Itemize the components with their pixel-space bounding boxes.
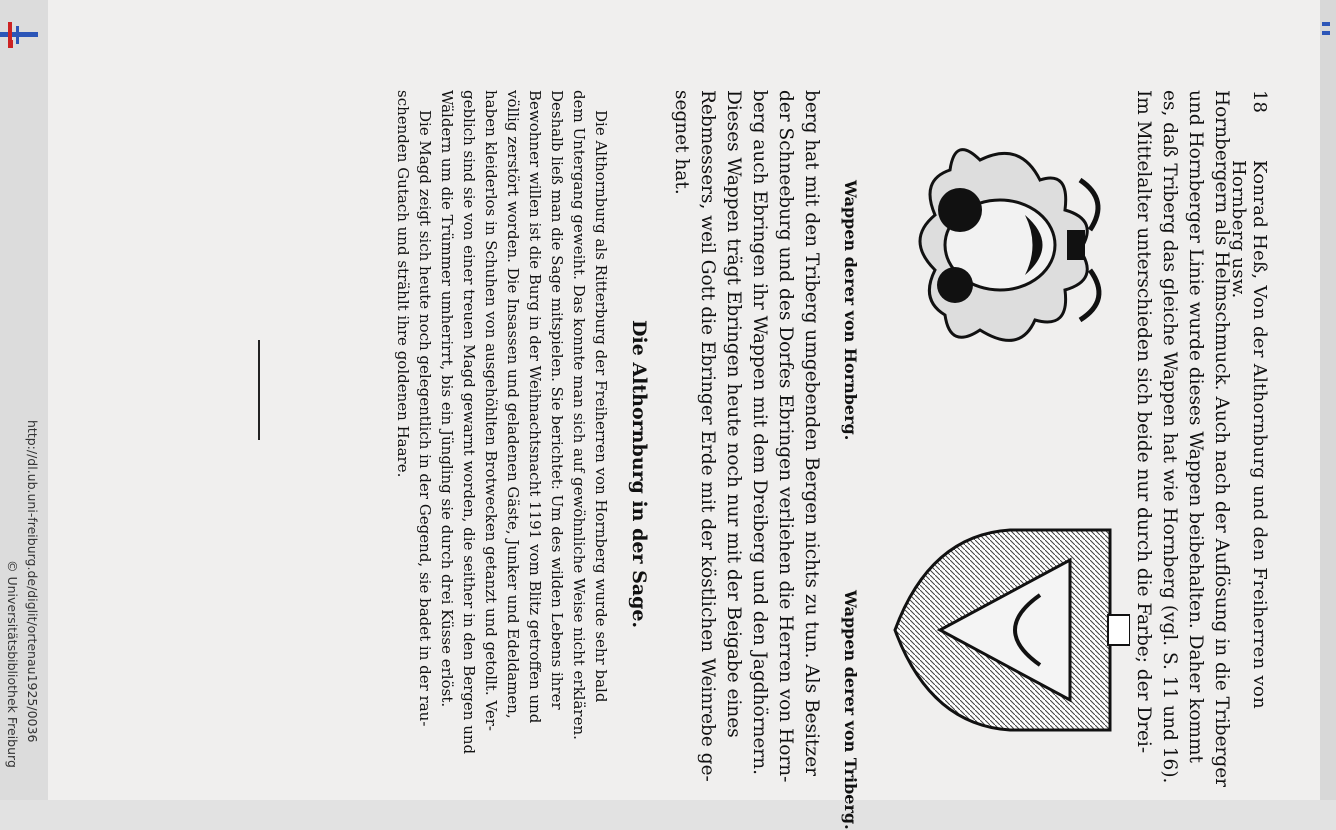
flag-icon[interactable] — [0, 20, 42, 50]
body-line: Dieses Wappen trägt Ebringen heute noch nur mit der Beigabe eines — [723, 90, 744, 738]
intro-line: Im Mittelalter unterschieden sich beide nur durch die Farbe; der Drei- — [1133, 90, 1154, 754]
body-line: segnet hat. — [671, 90, 692, 195]
section-line: Die Magd zeigt sich heute noch gelegentlich in der Gegend, sie badet in der rau- — [416, 110, 434, 727]
body-line: berg auch Ebringen ihr Wappen mit dem Dreiberg und den Jagdhörnern. — [749, 90, 770, 776]
intro-line: Hornbergern als Helmschmuck. Auch nach der Auflösung in die Triberger — [1211, 90, 1232, 788]
body-line: berg hat mit den Triberg umgebenden Bergen nichts zu tun. Als Besitzer — [801, 90, 822, 777]
coat-of-arms-triberg-icon — [880, 500, 1130, 760]
intro-line: es, daß Triberg das gleiche Wappen hat wie Hornberg (vgl. S. 11 und 16). — [1159, 90, 1180, 784]
caption-triberg: Wappen derer von Triberg. — [841, 590, 860, 830]
page-marker-icon — [1322, 22, 1330, 36]
section-line: schenden Gutach und strählt ihre goldenen Haare. — [394, 90, 412, 478]
section-line: Deshalb ließ man die Sage mitspielen. Sie berichtet: Um des wilden Lebens ihrer — [548, 90, 566, 710]
caption-hornberg: Wappen derer von Hornberg. — [841, 180, 860, 441]
section-line: dem Untergang geweiht. Das konnte man sich auf gewöhnliche Weise nicht erklären. — [570, 90, 588, 740]
section-line: geblich sind sie von einer treuen Magd gewarnt worden, die seither in den Bergen und — [460, 90, 478, 755]
viewer-credit-copyright: © Universitätsbibliothek Freiburg — [5, 560, 20, 768]
section-line: Bewohner willen ist die Burg in der Weihnachtsnacht 1191 vom Blitz getroffen und — [526, 90, 544, 724]
running-head: Konrad Heß, Von der Althornburg und den Freiherren von Hornberg usw. — [1228, 160, 1270, 710]
page-number: 18 — [1249, 90, 1270, 113]
section-line: völlig zerstört worden. Die Insassen und geladenen Gäste, Junker und Edeldamen, — [504, 90, 522, 719]
body-line: Rebmessers, weil Gott die Ebringer Erde mit der köstlichen Weinrebe ge- — [697, 90, 718, 782]
page-text — [310, 90, 1270, 830]
closing-rule — [258, 340, 260, 440]
section-line: haben kleiderlos in Schuhen von ausgehöhlten Brotwecken getanzt und getollt. Ver- — [482, 90, 500, 731]
section-line: Wäldern um die Trümmer umherirrt, bis ein Jüngling sie durch drei Küsse erlöst. — [438, 90, 456, 708]
viewer-margin — [0, 0, 48, 800]
section-title: Die Althornburg in der Sage. — [628, 320, 650, 629]
section-line: Die Althornburg als Ritterburg der Freiherren von Hornberg wurde sehr bald — [592, 110, 610, 703]
coat-of-arms-hornberg-icon — [870, 120, 1120, 360]
intro-line: und Hornberger Linie wurde dieses Wappen beibehalten. Daher kommt — [1185, 90, 1206, 763]
body-line: der Schneeburg und des Dorfes Ebringen verliehen die Herren von Horn- — [775, 90, 796, 783]
page-edge — [1320, 0, 1336, 800]
viewer-credit-url[interactable]: http://dl.ub.uni-freiburg.de/diglit/ortenau1925/0036 — [25, 420, 40, 743]
